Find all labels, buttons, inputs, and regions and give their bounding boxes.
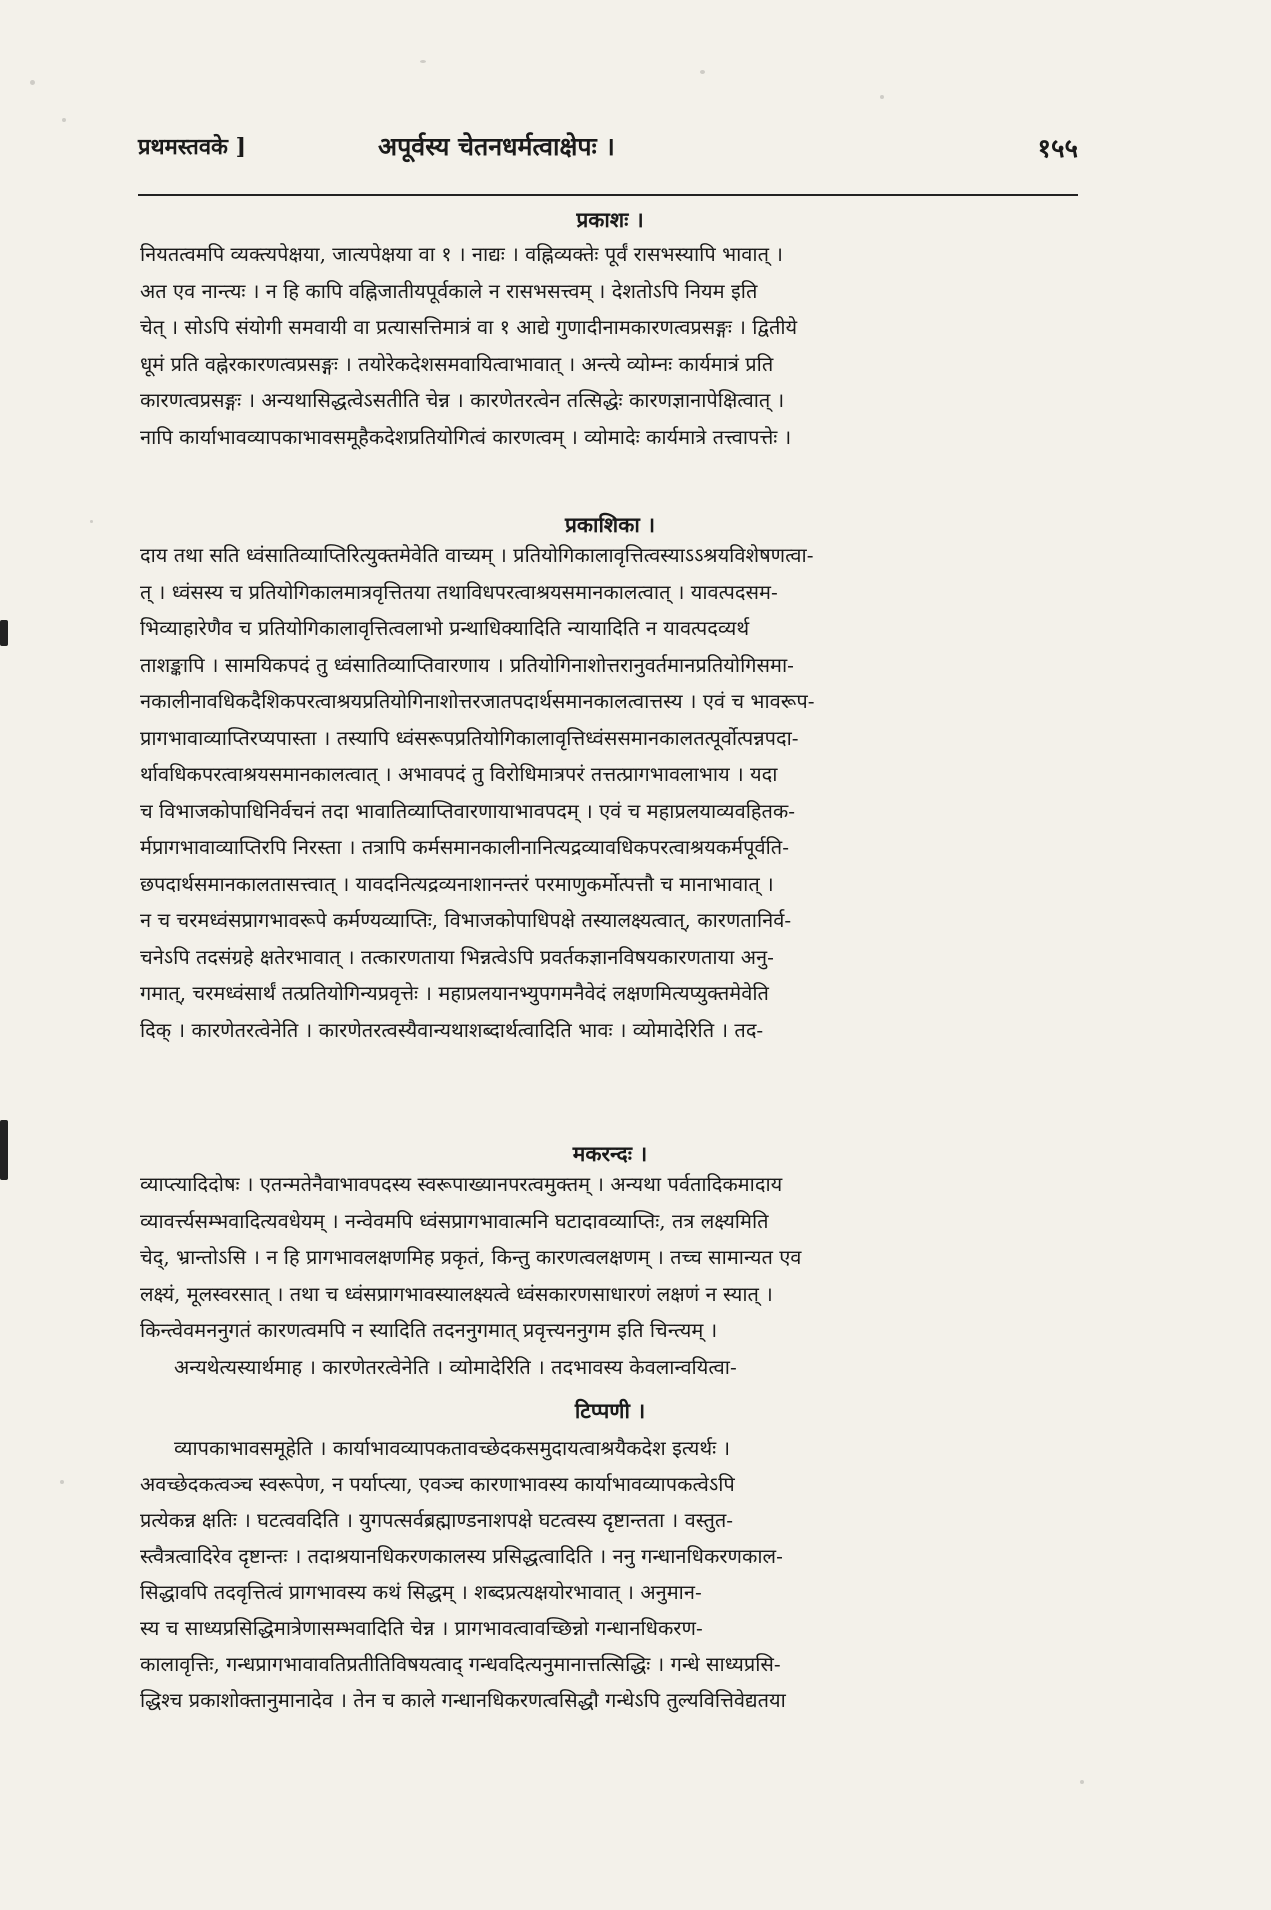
- scan-speck: [90, 520, 93, 523]
- text-line: नियतत्वमपि व्यक्त्यपेक्षया, जात्यपेक्षया वा १ । नाद्यः । वह्निव्यक्तेः पूर्वं रासभस्यापि भावात् ।: [140, 242, 783, 266]
- header-title: अपूर्वस्य चेतनधर्मत्वाक्षेपः ।: [378, 132, 615, 161]
- text-line: र्थावधिकपरत्वाश्रयसमानकालत्वात् । अभावपदं तु विरोधिमात्रपरं तत्तत्प्रागभावलाभाय । यदा: [140, 762, 778, 786]
- text-line: दाय तथा सति ध्वंसातिव्याप्तिरित्युक्तमेवेति वाच्यम् । प्रतियोगिकालावृत्तित्वस्याऽऽश्रयविशेषणत्वा-: [140, 543, 814, 567]
- text-line: ताशङ्कापि । सामयिकपदं तु ध्वंसातिव्याप्तिवारणाय । प्रतियोगिनाशोत्तरानुवर्तमानप्रतियोगिसमा-: [140, 652, 794, 677]
- text-line: स्य च साध्यप्रसिद्धिमात्रेणासम्भवादिति चेन्न । प्रागभावत्वावच्छिन्नो गन्धानधिकरण-: [140, 1616, 703, 1640]
- text-line: नकालीनावधिकदैशिकपरत्वाश्रयप्रतियोगिनाशोत्तरजातपदार्थसमानकालत्वात्तस्य । एवं च भावरूप-: [140, 689, 815, 713]
- section-body-prakasha: [140, 236, 1078, 455]
- text-line: लक्ष्यं, मूलस्वरसात् । तथा च ध्वंसप्रागभावस्यालक्ष्यत्वे ध्वंसकारणसाधारणं लक्षणं न स्यात् ।: [140, 1281, 773, 1306]
- text-line: छपदार्थसमानकालतासत्त्वात् । यावदनित्यद्रव्यनाशानन्तरं परमाणुकर्मोत्पत्तौ च मानाभावात् ।: [140, 871, 774, 896]
- text-line: व्यावर्त्त्यसम्भवादित्यवधेयम् । नन्वेवमपि ध्वंसप्रागभावात्मनि घटादावव्याप्तिः, तत्र लक्ष्यमिति: [140, 1208, 769, 1233]
- section-heading-prakashika: प्रकाशिका ।: [564, 512, 656, 537]
- scan-speck: [30, 80, 35, 85]
- text-line: चेत् । सोऽपि संयोगी समवायी वा प्रत्यासत्तिमात्रं वा १ आद्ये गुणादीनामकारणत्वप्रसङ्गः । द्वितीये: [140, 315, 798, 339]
- running-header: [138, 125, 1078, 175]
- margin-mark: [0, 620, 8, 646]
- header-section-label: प्रथमस्तवके ]: [138, 134, 247, 160]
- section-body-tippani: [140, 1430, 1078, 1718]
- scan-speck: [880, 95, 884, 99]
- section-heading-makaranda: मकरन्दः ।: [572, 1141, 648, 1166]
- section-heading-tippani: टिप्पणी ।: [574, 1398, 646, 1423]
- text-line: धूमं प्रति वह्नेरकारणत्वप्रसङ्गः । तयोरेकदेशसमवायित्वाभावात् । अन्त्ये व्योम्नः कार्यमात्रं प्रति: [140, 351, 774, 376]
- page-number: १५५: [1037, 134, 1078, 164]
- text-line: न च चरमध्वंसप्रागभावरूपे कर्मण्यव्याप्तिः, विभाजकोपाधिपक्षे तस्यालक्ष्यत्वात्, कारणतानिर्व-: [140, 908, 792, 932]
- text-line: नापि कार्याभावव्यापकाभावसमूहैकदेशप्रतियोगित्वं कारणत्वम् । व्योमादेः कार्यमात्रे तत्त्वापत्तेः ।: [140, 424, 792, 449]
- text-line: सिद्धावपि तदवृत्तित्वं प्रागभावस्य कथं सिद्धम् । शब्दप्रत्यक्षयोरभावात् । अनुमान-: [140, 1580, 702, 1604]
- scan-speck: [60, 1480, 64, 1484]
- text-line: अत एव नान्त्यः । न हि कापि वह्निजातीयपूर्वकाले न रासभसत्त्वम् । देशतोऽपि नियम इति: [140, 278, 758, 303]
- scan-speck: [700, 70, 705, 74]
- text-line: चनेऽपि तदसंग्रहे क्षतेरभावात् । तत्कारणताया भिन्नत्वेऽपि प्रवर्तकज्ञानविषयकारणताया अनु-: [140, 944, 774, 969]
- text-line: अन्यथेत्यस्यार्थमाह । कारणेतरत्वेनेति । व्योमादेरिति । तदभावस्य केवलान्वयित्वा-: [174, 1354, 737, 1379]
- text-line: कालावृत्तिः, गन्धप्रागभावावतिप्रतीतिविषयत्वाद् गन्धवदित्यनुमानात्तत्सिद्धिः । गन्धे साध्यप्रसि-: [140, 1652, 781, 1676]
- text-line: र्मप्रागभावाव्याप्तिरपि निरस्ता । तत्रापि कर्मसमानकालीनानित्यद्रव्यावधिकपरत्वाश्रयकर्मपूर्वति-: [140, 835, 789, 859]
- text-line: द्धिश्च प्रकाशोक्तानुमानादेव । तेन च काले गन्धानधिकरणत्वसिद्धौ गन्धेऽपि तुल्यवित्तिवेद्यतया: [140, 1688, 786, 1712]
- text-line: च विभाजकोपाधिनिर्वचनं तदा भावातिव्याप्तिवारणायाभावपदम् । एवं च महाप्रलयाव्यवहितक-: [140, 798, 796, 823]
- section-heading-prakasha: प्रकाशः ।: [576, 207, 644, 232]
- text-line: प्रत्येकन्न क्षतिः । घटत्ववदिति । युगपत्सर्वब्रह्माण्डनाशपक्षे घटत्वस्य दृष्टान्तता । वस्तुत-: [140, 1508, 734, 1532]
- text-line: त् । ध्वंसस्य च प्रतियोगिकालमात्रवृत्तितया तथाविधपरत्वाश्रयसमानकालत्वात् । यावत्पदसम-: [140, 579, 778, 604]
- text-line: व्यापकाभावसमूहेति । कार्याभावव्यापकतावच्छेदकसमुदायत्वाश्रयैकदेश इत्यर्थः ।: [174, 1436, 731, 1460]
- text-line: भिव्याहारेणैव च प्रतियोगिकालावृत्तित्वलाभो प्रन्थाधिक्यादिति न्यायादिति न यावत्पदव्यर्थ: [140, 616, 750, 640]
- text-line: किन्त्वेवमननुगतं कारणत्वमपि न स्यादिति तदननुगमात् प्रवृत्त्यननुगम इति चिन्त्यम् ।: [140, 1318, 718, 1342]
- section-body-makaranda: [140, 1166, 1078, 1385]
- header-rule: [138, 194, 1078, 196]
- text-line: स्त्वैत्रत्वादिरेव दृष्टान्तः । तदाश्रयानधिकरणकालस्य प्रसिद्धत्वादिति । ननु गन्धानधिकरणकाल-: [140, 1544, 783, 1568]
- margin-mark: [0, 1120, 8, 1180]
- text-line: दिक् । कारणेतरत्वेनेति । कारणेतरत्वस्यैवान्यथाशब्दार्थत्वादिति भावः । व्योमादेरिति । तद-: [140, 1017, 764, 1042]
- scan-speck: [62, 118, 66, 122]
- text-line: कारणत्वप्रसङ्गः । अन्यथासिद्धत्वेऽसतीति चेन्न । कारणेतरत्वेन तत्सिद्धेः कारणज्ञानापेक्षित्वात् ।: [140, 388, 785, 412]
- scan-speck: [1080, 1780, 1084, 1784]
- text-line: गमात्, चरमध्वंसार्थं तत्प्रतियोगिन्यप्रवृत्तेः । महाप्रलयानभ्युपगमनैवेदं लक्षणमित्यप्युक्तमेवेति: [140, 981, 769, 1005]
- scan-speck: [420, 60, 426, 63]
- text-line: व्याप्त्यादिदोषः । एतन्मतेनैवाभावपदस्य स्वरूपाख्यानपरत्वमुक्तम् । अन्यथा पर्वतादिकमादाय: [140, 1172, 783, 1196]
- text-line: चेद्, भ्रान्तोऽसि । न हि प्रागभावलक्षणमिह प्रकृतं, किन्तु कारणत्वलक्षणम् । तच्च सामान्यत एव: [140, 1245, 802, 1269]
- text-line: अवच्छेदकत्वञ्च स्वरूपेण, न पर्याप्त्या, एवञ्च कारणाभावस्य कार्याभावव्यापकत्वेऽपि: [140, 1472, 735, 1496]
- section-body-prakashika: [140, 537, 1078, 1048]
- text-line: प्रागभावाव्याप्तिरप्यपास्ता । तस्यापि ध्वंसरूपप्रतियोगिकालावृत्तिध्वंससमानकालतत्पूर्वोत्पन्नपदा-: [140, 725, 799, 750]
